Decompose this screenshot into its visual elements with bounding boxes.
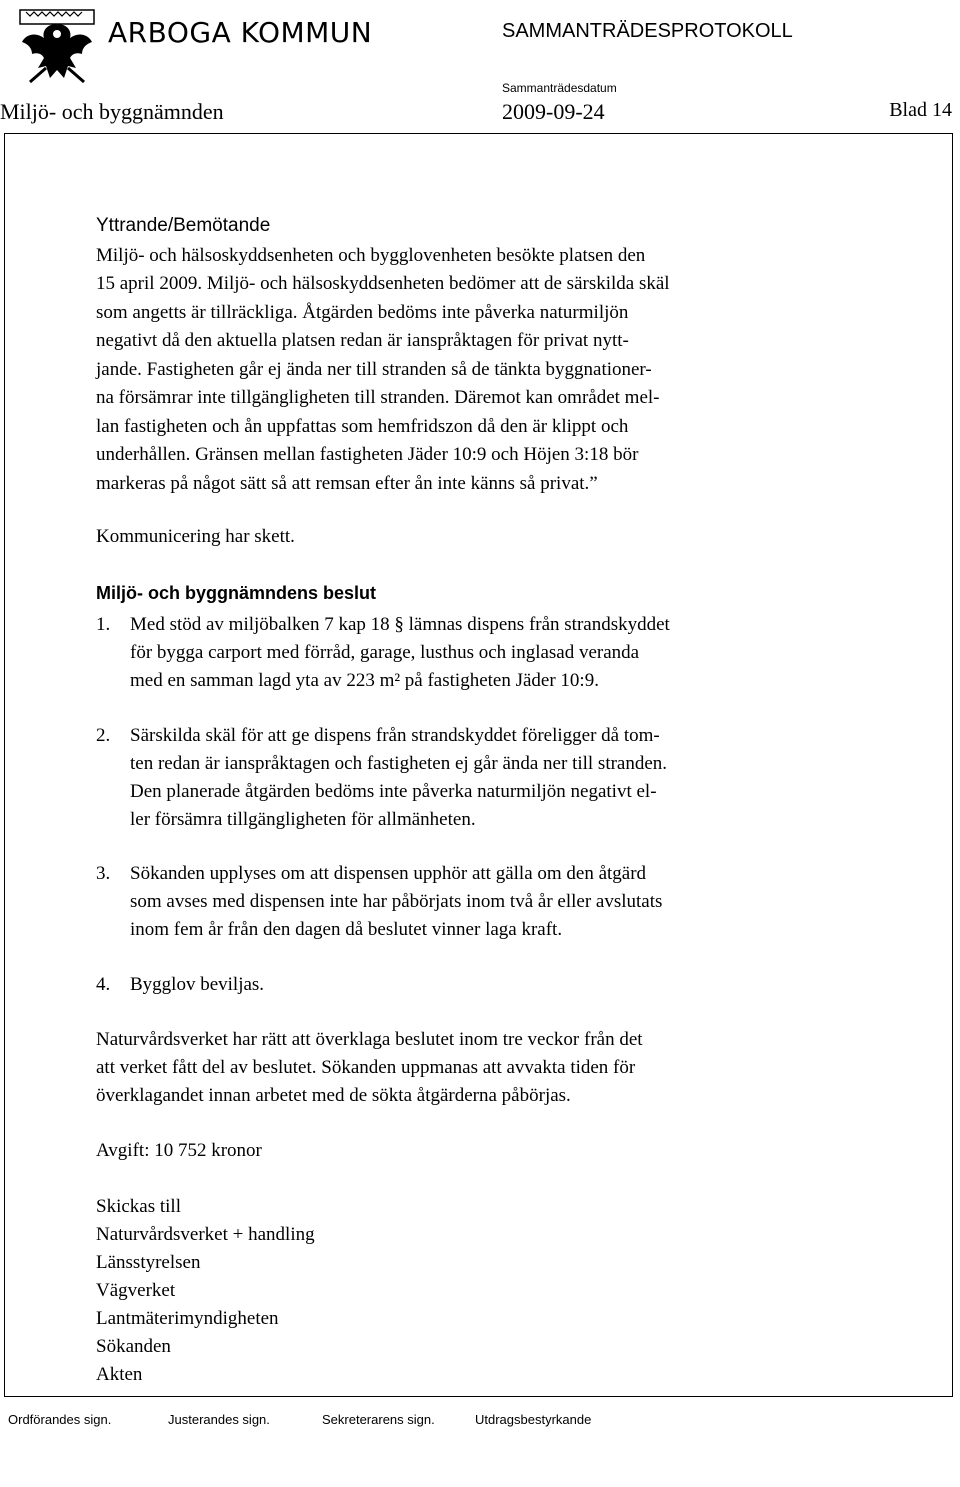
statement-line: na försämrar inte tillgängligheten till stranden. Däremot kan området mel- [96, 387, 660, 408]
recipient: Lantmäterimyndigheten [96, 1308, 279, 1329]
recipient: Naturvårdsverket + handling [96, 1224, 315, 1245]
statement-line: negativt då den aktuella platsen redan är ianspråktagen för privat nytt- [96, 330, 629, 351]
statement-line: jande. Fastigheten går ej ända ner till stranden så de tänkta byggnationer- [96, 359, 652, 380]
document-type: SAMMANTRÄDESPROTOKOLL [502, 20, 793, 42]
statement-line: underhållen. Gränsen mellan fastigheten Jäder 10:9 och Höjen 3:18 bör [96, 444, 639, 465]
item-number: 1. [96, 614, 111, 635]
communication-note: Kommunicering har skett. [96, 526, 295, 547]
appeal-line: att verket fått del av beslutet. Sökanden uppmanas att avvakta tiden för [96, 1057, 636, 1078]
item-number: 2. [96, 725, 111, 746]
decision-item-line: med en samman lagd yta av 223 m² på fastigheten Jäder 10:9. [130, 670, 599, 691]
decision-item-line: inom fem år från den dagen då beslutet vinner laga kraft. [130, 919, 563, 940]
decision-heading: Miljö- och byggnämndens beslut [96, 583, 377, 603]
item-number: 4. [96, 974, 111, 995]
decision-item-line: ler försämra tillgängligheten för allmänheten. [130, 809, 476, 830]
item-number: 3. [96, 863, 111, 884]
recipient: Sökanden [96, 1336, 171, 1357]
recipient: Akten [96, 1364, 143, 1385]
statement-line: som angetts är tillräckliga. Åtgärden bedöms inte påverka naturmiljön [96, 302, 629, 323]
appeal-line: överklagandet innan arbetet med de sökta åtgärderna påbörjas. [96, 1085, 571, 1106]
statement-heading: Yttrande/Bemötande [96, 215, 271, 236]
statement-line: markeras på något sätt så att remsan efter ån inte känns så privat.” [96, 473, 598, 494]
statement-line: lan fastigheten och ån uppfattas som hemfridszon då den är klippt och [96, 416, 629, 437]
organization-name: ARBOGA KOMMUN [108, 16, 373, 49]
page-number: Blad 14 [889, 99, 952, 121]
meeting-date: 2009-09-24 [502, 99, 605, 124]
recipient: Länsstyrelsen [96, 1252, 201, 1273]
secretary-signature-label: Sekreterarens sign. [322, 1412, 435, 1427]
decision-item-line: för bygga carport med förråd, garage, lusthus och inglasad veranda [130, 642, 640, 663]
date-label: Sammanträdesdatum [502, 81, 617, 95]
send-to-heading: Skickas till [96, 1196, 181, 1217]
fee: Avgift: 10 752 kronor [96, 1140, 262, 1161]
decision-item-line: Särskilda skäl för att ge dispens från strandskyddet föreligger då tom- [130, 725, 660, 746]
statement-line: Miljö- och hälsoskyddsenheten och bygglovenheten besökte platsen den [96, 245, 646, 266]
decision-item-line: ten redan är ianspråktagen och fastigheten ej går ända ner till stranden. [130, 753, 668, 774]
decision-item-line: Sökanden upplyses om att dispensen upphör att gälla om den åtgärd [130, 863, 647, 884]
decision-item-line: Den planerade åtgärden bedöms inte påverka naturmiljön negativt el- [130, 781, 657, 802]
decision-item-line: som avses med dispensen inte har påbörjats inom två år eller avslutats [130, 891, 663, 912]
certified-extract-label: Utdragsbestyrkande [475, 1412, 592, 1427]
appeal-line: Naturvårdsverket har rätt att överklaga beslutet inom tre veckor från det [96, 1029, 643, 1050]
chair-signature-label: Ordförandes sign. [8, 1412, 112, 1427]
coat-of-arms-logo [16, 8, 98, 88]
decision-item-line: Med stöd av miljöbalken 7 kap 18 § lämnas dispens från strandskyddet [130, 614, 670, 635]
committee-name: Miljö- och byggnämnden [0, 99, 224, 124]
decision-item-line: Bygglov beviljas. [130, 974, 265, 995]
statement-line: 15 april 2009. Miljö- och hälsoskyddsenheten bedömer att de särskilda skäl [96, 273, 670, 294]
recipient: Vägverket [96, 1280, 176, 1301]
adjuster-signature-label: Justerandes sign. [168, 1412, 270, 1427]
